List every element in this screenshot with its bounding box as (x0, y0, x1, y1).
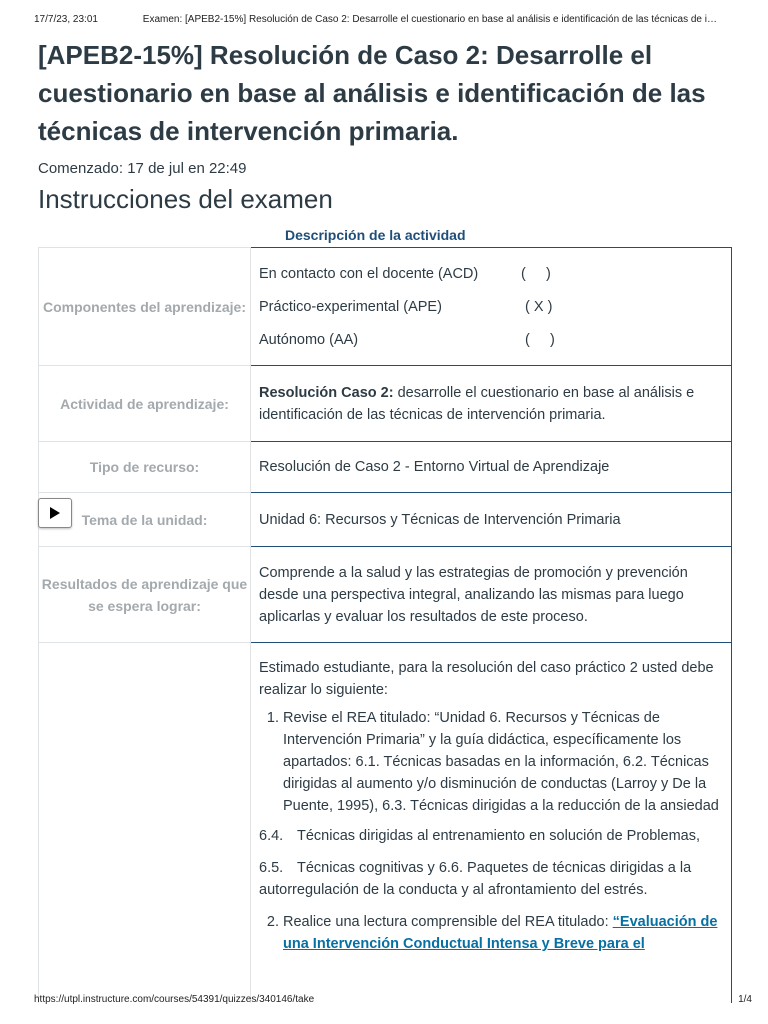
table-row-activity (39, 366, 732, 442)
components-cell (251, 248, 732, 366)
component-item (259, 323, 723, 356)
component-name: Autónomo (AA) (259, 331, 359, 348)
table-row-outcomes (39, 547, 732, 643)
instruction-step-2 (283, 911, 723, 955)
resource-value: Resolución de Caso 2 - Entorno Virtual de Aprendizaje (251, 442, 732, 493)
subitem-text: Técnicas cognitivas y 6.6. Paquetes de técnicas dirigidas a la autorregulación de la conducta y al afrontamiento del estrés. (259, 860, 692, 898)
instructions-cell (251, 643, 732, 1004)
outcomes-value: Comprende a la salud y las estrategias de promoción y prevención desde una perspectiva integral, analizando las mismas para luego aplicarlas y evaluar los resultados de este proceso. (251, 547, 732, 643)
print-header (34, 14, 738, 25)
component-mark: ( ) (521, 265, 551, 282)
activity-label: Actividad de aprendizaje: (39, 366, 251, 442)
instruction-step-1: 1. Revise el REA titulado: “Unidad 6. Recursos y Técnicas de Intervención Primaria” y la guía didáctica, específicamente los apartados: 6.1. Técnicas basadas en la información, 6.2. Técnicas dirigidas al aumento y/o disminución de conductas (Larroy y De la Puente, 1995), 6.3. Técnicas dirigidas a la reducción de la ansiedad (283, 707, 723, 817)
subitem-number: 6.4. (259, 828, 284, 844)
components-label: Componentes del aprendizaje: (39, 248, 251, 366)
component-name: En contacto con el docente (ACD) (259, 265, 479, 282)
play-icon (50, 507, 60, 519)
activity-cell (251, 366, 732, 442)
started-timestamp: Comenzado: 17 de jul en 22:49 (38, 160, 247, 177)
activity-bold: Resolución Caso 2: (259, 384, 394, 401)
unit-value: Unidad 6: Recursos y Técnicas de Intervención Primaria (251, 493, 732, 547)
outcomes-label: Resultados de aprendizaje que se espera lograr: (39, 547, 251, 643)
subitem-text: Técnicas dirigidas al entrenamiento en solución de Problemas, (297, 828, 700, 844)
component-mark: ( X ) (521, 298, 553, 315)
activity-table-wrapper (38, 247, 732, 1003)
table-row-unit (39, 493, 732, 547)
unit-label: Tema de la unidad: (39, 493, 251, 547)
step2-prefix: Realice una lectura comprensible del REA titulado: (283, 914, 613, 930)
component-mark: ( ) (521, 331, 555, 348)
play-button[interactable] (38, 498, 72, 528)
activity-table (38, 247, 732, 1003)
subitem-number: 6.5. (259, 860, 284, 876)
print-url: https://utpl.instructure.com/courses/54391/quizzes/340146/take (34, 994, 315, 1005)
resource-label: Tipo de recurso: (39, 442, 251, 493)
component-item (259, 290, 723, 323)
component-name: Práctico-experimental (APE) (259, 298, 442, 315)
activity-text: desarrolle el cuestionario en base al análisis e identificación de las técnicas de intervención primaria. (259, 384, 695, 423)
rea-link[interactable]: “Evaluación de una Intervención Conductual Intensa y Breve para el (283, 914, 718, 952)
table-caption: Descripción de la actividad (285, 227, 466, 243)
table-row-resource (39, 442, 732, 493)
component-item (259, 257, 723, 290)
instructions-heading: Instrucciones del examen (38, 184, 333, 214)
print-datetime: 17/7/23, 23:01 (34, 14, 98, 25)
print-footer (34, 994, 752, 1005)
print-page-number: 1/4 (738, 994, 752, 1005)
print-page-title: Examen: [APEB2-15%] Resolución de Caso 2: Desarrolle el cuestionario en base al análisis e identificación de las técnicas de i… (142, 14, 717, 25)
table-row-instructions (39, 643, 732, 1004)
instruction-subitem (259, 857, 723, 901)
table-row-components (39, 248, 732, 366)
instructions-intro: Estimado estudiante, para la resolución del caso práctico 2 usted debe realizar lo siguiente: (259, 660, 714, 698)
instructions-label-empty (39, 643, 251, 1004)
instructions-steps-continued (259, 911, 723, 955)
instruction-subitem (259, 825, 723, 847)
exam-title: [APEB2-15%] Resolución de Caso 2: Desarrolle el cuestionario en base al análisis e identificación de las técnicas de intervención primaria. (38, 40, 706, 146)
instructions-steps (259, 707, 723, 817)
